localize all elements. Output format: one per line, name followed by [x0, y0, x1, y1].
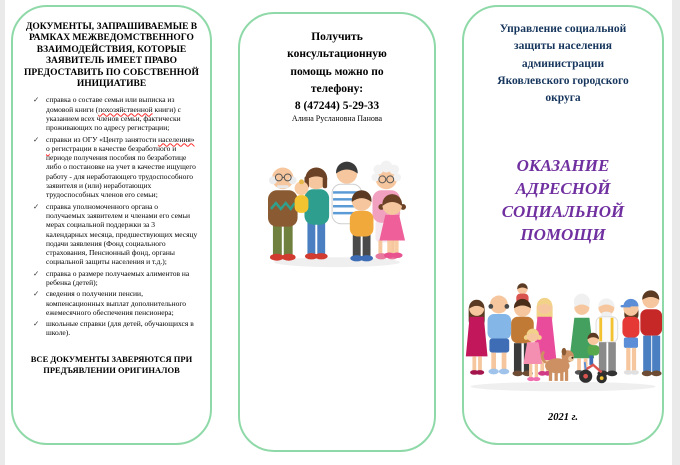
left-gutter [0, 0, 5, 465]
list-item [27, 319, 200, 338]
checkmark-icon: ✓ [33, 319, 40, 329]
checkmark-icon: ✓ [33, 134, 40, 144]
panel-documents [11, 5, 212, 445]
list-item-text: сведения о получении пенсии, компенсационных выплат дополнительного ежемесячного обеспечения пенсионера; [46, 289, 186, 317]
panel-cover [462, 5, 664, 445]
list-item [27, 269, 200, 288]
list-item-text: справка уполномоченного органа о получаемых заявителем и членами его семьи мерах социальной поддержки за 3 календарных месяца, предшествующих месяцу подачи заявления (Фонд социального страхования, Пенсионный фонд, органы социальной защиты населения и т.д.); [46, 201, 198, 267]
family-illustration-small [253, 136, 421, 274]
spellcheck-underline: населения» о [46, 134, 195, 153]
list-item-text: справки из ОГУ «Центр занятости населения» о регистрации в качестве безработного и периоде получения пособия по безработице либо о постановке на учет в качестве ищущего работу - для неработающего трудоспособного заявителя и (или) неработающих трудоспособных членов его семьи; [46, 134, 196, 200]
list-item-text: справка о размере получаемых алиментов на ребенка (детей); [46, 268, 190, 287]
list-item-text: школьные справки (для детей, обучающихся в школе). [46, 319, 194, 338]
list-item [27, 202, 200, 267]
year-label: 2021 г. [548, 412, 578, 423]
list-item [27, 95, 200, 132]
checkmark-icon: ✓ [33, 95, 40, 105]
spellcheck-underline: похозяйственной [98, 104, 153, 114]
panel-contact [238, 12, 436, 452]
list-item [27, 135, 200, 200]
documents-title: ДОКУМЕНТЫ, ЗАПРАШИВАЕМЫЕ В РАМКАХ МЕЖВЕДОМСТВЕННОГО ВЗАИМОДЕЙСТВИЯ, КОТОРЫЕ ЗАЯВИТЕЛЬ ИМЕЕТ ПРАВО ПРЕДОСТАВИТЬ ПО СОБСТВЕННОЙ ИНИЦИАТИВЕ [24, 22, 199, 89]
contact-heading: Получить консультационную помощь можно по телефону: [287, 31, 387, 95]
organization-name: Управление социальной защиты населения администрации Яковлевского городского округа [497, 23, 629, 104]
list-item-text: справка о составе семьи или выписка из домовой книги (похозяйственной книги) с указанием всех членов семьи, фактически проживающих по адресу регистрации; [46, 95, 181, 133]
documents-footer: ВСЕ ДОКУМЕНТЫ ЗАВЕРЯЮТСЯ ПРИ ПРЕДЪЯВЛЕНИИ ОРИГИНАЛОВ [30, 353, 193, 376]
documents-list [27, 95, 200, 337]
checkmark-icon: ✓ [33, 289, 40, 299]
checkmark-icon: ✓ [33, 268, 40, 278]
right-gutter [672, 0, 680, 465]
phone-number: 8 (47244) 5-29-33 [294, 100, 380, 112]
family-illustration-large [463, 279, 663, 397]
list-item [27, 289, 200, 317]
checkmark-icon: ✓ [33, 201, 40, 211]
contact-person-name: Алина Руслановна Панова [291, 114, 383, 123]
brochure-title: ОКАЗАНИЕ АДРЕСНОЙ СОЦИАЛЬНОЙ ПОМОЩИ [501, 156, 625, 245]
